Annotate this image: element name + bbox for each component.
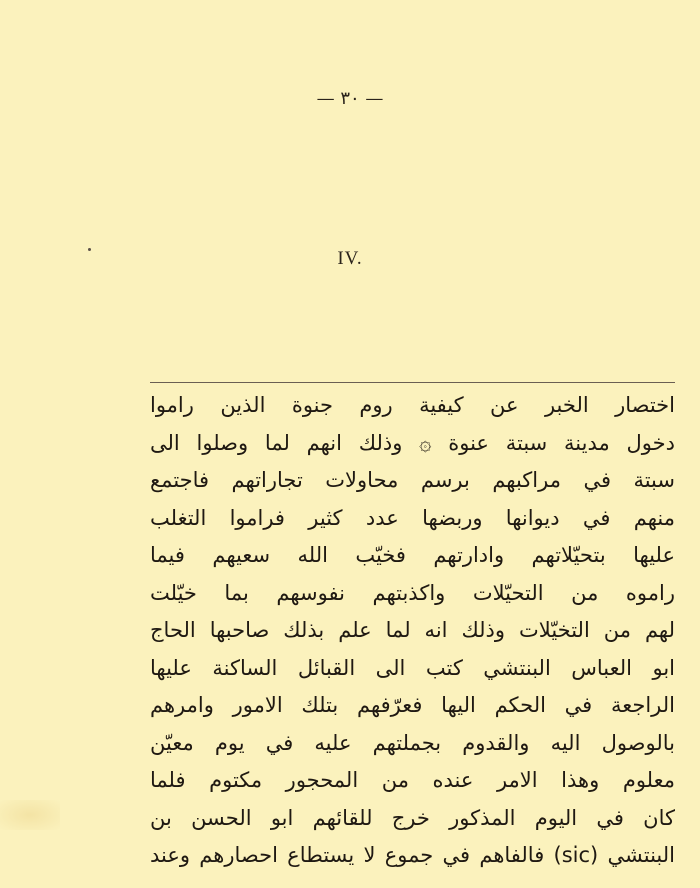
- paper-stain: [0, 800, 60, 830]
- text-line: لهم من التخيّلات وذلك انه لما علم بذلك صاحبها الحاج: [150, 618, 675, 642]
- text-line: عليها بتحيّلاتهم وادارتهم فخيّب الله سعيهم فيما: [150, 543, 675, 567]
- text-line: الراجعة في الحكم اليها فعرّفهم بتلك الامور وامرهم: [150, 693, 675, 717]
- text-line: راموه من التحيّلات واكذبتهم نفوسهم بما خيّلت: [150, 580, 675, 605]
- text-line: كان في اليوم المذكور خرج للقائهم ابو الحسن بن: [150, 805, 675, 830]
- text-line: بالوصول اليه والقدوم بجملتهم عليه في يوم معيّن: [150, 730, 675, 755]
- text-line: منهم في ديوانها وربضها عدد كثير فراموا التغلب: [150, 505, 675, 530]
- text-line: سبتة في مراكبهم برسم محاولات تجاراتهم فاجتمع: [150, 468, 675, 492]
- text-line: البنتشي (sic) فالفاهم في جموع لا يستطاع احصارهم وعند: [150, 843, 675, 867]
- text-line: اختصار الخبر عن كيفية روم جنوة الذين راموا: [150, 382, 675, 425]
- body-text: [150, 382, 675, 875]
- section-heading: IV.: [337, 248, 363, 269]
- text-line: دخول مدينة سبتة عنوة ۞ وذلك انهم لما وصلوا الى: [150, 430, 675, 455]
- text-line: معلوم وهذا الامر عنده من المحجور مكتوم فلما: [150, 768, 675, 792]
- text-line: ابو العباس البنتشي كتب الى القبائل الساكنة عليها: [150, 655, 675, 680]
- page-number: — ٣٠ —: [316, 88, 384, 109]
